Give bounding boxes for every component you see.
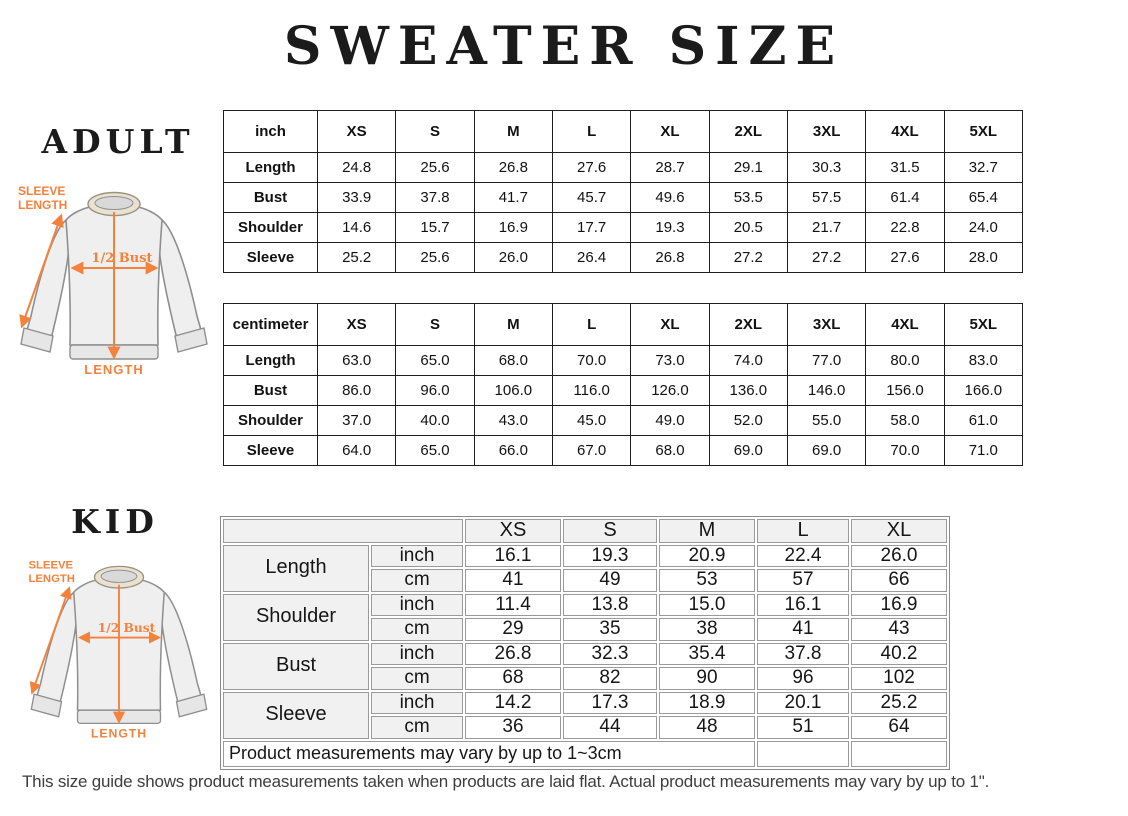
value-cell: 36 xyxy=(465,716,561,739)
value-cell: 37.8 xyxy=(396,183,474,213)
size-header-cell: 3XL xyxy=(787,304,865,346)
kid-section-heading: KID xyxy=(71,502,159,541)
value-cell: 19.3 xyxy=(631,213,709,243)
value-cell: 24.0 xyxy=(944,213,1022,243)
value-cell: 26.0 xyxy=(851,545,947,568)
corner-header-cell xyxy=(223,519,463,543)
kid-table-footnote: Product measurements may vary by up to 1~3cm xyxy=(223,741,755,767)
value-cell: 37.8 xyxy=(757,643,849,666)
size-header-cell: 3XL xyxy=(787,111,865,153)
value-cell: 53.5 xyxy=(709,183,787,213)
table-row xyxy=(224,436,1023,466)
adult-centimeter-table xyxy=(223,303,1023,466)
value-cell: 35 xyxy=(563,618,657,641)
value-cell: 22.8 xyxy=(866,213,944,243)
size-header-cell: XS xyxy=(318,304,396,346)
size-header-cell: 4XL xyxy=(866,304,944,346)
length-label: LENGTH xyxy=(90,726,148,741)
size-header-cell: S xyxy=(563,519,657,543)
table-row xyxy=(224,153,1023,183)
value-cell: 64 xyxy=(851,716,947,739)
adult-section-heading: ADULT xyxy=(41,122,195,161)
sweater-collar-inner xyxy=(101,570,137,582)
size-header-cell: M xyxy=(474,304,552,346)
value-cell: 74.0 xyxy=(709,346,787,376)
value-cell: 90 xyxy=(659,667,755,690)
value-cell: 35.4 xyxy=(659,643,755,666)
unit-label-cell: cm xyxy=(371,716,463,739)
value-cell: 19.3 xyxy=(563,545,657,568)
size-header-cell: XL xyxy=(631,304,709,346)
size-header-cell: XL xyxy=(851,519,947,543)
value-cell: 28.0 xyxy=(944,243,1022,273)
value-cell: 22.4 xyxy=(757,545,849,568)
measurement-label-cell: Length xyxy=(224,153,318,183)
value-cell: 40.0 xyxy=(396,406,474,436)
value-cell: 20.5 xyxy=(709,213,787,243)
value-cell: 65.4 xyxy=(944,183,1022,213)
value-cell: 25.2 xyxy=(318,243,396,273)
sweater-right-sleeve xyxy=(159,220,201,337)
value-cell: 66.0 xyxy=(474,436,552,466)
kid-sweater-diagram xyxy=(20,548,218,746)
value-cell: 25.6 xyxy=(396,153,474,183)
value-cell: 146.0 xyxy=(787,376,865,406)
half-bust-label: 1/2 Bust xyxy=(91,251,153,266)
footer-disclaimer: This size guide shows product measurements taken when products are laid flat. Actual product measurements may vary by up to 1". xyxy=(22,772,990,791)
sweater-left-sleeve xyxy=(27,220,69,337)
value-cell: 67.0 xyxy=(552,436,630,466)
value-cell: 30.3 xyxy=(787,153,865,183)
measurement-label-cell: Sleeve xyxy=(224,436,318,466)
half-bust-label: 1/2 Bust xyxy=(97,619,156,635)
table-row xyxy=(223,594,947,617)
table-row xyxy=(224,183,1023,213)
value-cell: 61.4 xyxy=(866,183,944,213)
value-cell: 48 xyxy=(659,716,755,739)
table-row xyxy=(224,243,1023,273)
table-row xyxy=(224,406,1023,436)
value-cell: 71.0 xyxy=(944,436,1022,466)
size-header-cell: XS xyxy=(318,111,396,153)
value-cell: 33.9 xyxy=(318,183,396,213)
value-cell: 20.1 xyxy=(757,692,849,715)
unit-label-cell: inch xyxy=(371,692,463,715)
value-cell: 68.0 xyxy=(631,436,709,466)
value-cell: 61.0 xyxy=(944,406,1022,436)
value-cell: 53 xyxy=(659,569,755,592)
measurement-label-cell: Length xyxy=(223,545,369,592)
sleeve-length-label-line1: SLEEVE xyxy=(28,559,74,572)
size-header-cell: M xyxy=(659,519,755,543)
sleeve-length-label-line2: LENGTH xyxy=(18,198,68,212)
value-cell: 49 xyxy=(563,569,657,592)
value-cell: 45.7 xyxy=(552,183,630,213)
value-cell: 16.9 xyxy=(851,594,947,617)
size-header-cell: 2XL xyxy=(709,304,787,346)
table-row xyxy=(224,376,1023,406)
value-cell: 65.0 xyxy=(396,436,474,466)
adult-inch-table xyxy=(223,110,1023,273)
value-cell: 26.8 xyxy=(465,643,561,666)
value-cell: 70.0 xyxy=(552,346,630,376)
size-header-cell: M xyxy=(474,111,552,153)
value-cell: 17.3 xyxy=(563,692,657,715)
empty-cell xyxy=(757,741,849,767)
value-cell: 37.0 xyxy=(318,406,396,436)
value-cell: 25.6 xyxy=(396,243,474,273)
value-cell: 52.0 xyxy=(709,406,787,436)
value-cell: 26.8 xyxy=(631,243,709,273)
value-cell: 63.0 xyxy=(318,346,396,376)
value-cell: 18.9 xyxy=(659,692,755,715)
length-label: LENGTH xyxy=(84,362,144,377)
table-row xyxy=(223,643,947,666)
value-cell: 102 xyxy=(851,667,947,690)
size-header-cell: 2XL xyxy=(709,111,787,153)
value-cell: 96.0 xyxy=(396,376,474,406)
value-cell: 41.7 xyxy=(474,183,552,213)
size-header-cell: 5XL xyxy=(944,111,1022,153)
value-cell: 28.7 xyxy=(631,153,709,183)
value-cell: 27.2 xyxy=(709,243,787,273)
value-cell: 14.6 xyxy=(318,213,396,243)
sleeve-length-label-line2: LENGTH xyxy=(28,572,75,585)
value-cell: 32.7 xyxy=(944,153,1022,183)
value-cell: 15.7 xyxy=(396,213,474,243)
value-cell: 26.8 xyxy=(474,153,552,183)
size-header-cell: L xyxy=(757,519,849,543)
value-cell: 13.8 xyxy=(563,594,657,617)
size-header-cell: 4XL xyxy=(866,111,944,153)
value-cell: 26.4 xyxy=(552,243,630,273)
size-header-cell: L xyxy=(552,111,630,153)
value-cell: 15.0 xyxy=(659,594,755,617)
value-cell: 83.0 xyxy=(944,346,1022,376)
value-cell: 17.7 xyxy=(552,213,630,243)
sweater-left-sleeve xyxy=(37,592,77,702)
table-row xyxy=(224,346,1023,376)
value-cell: 73.0 xyxy=(631,346,709,376)
value-cell: 64.0 xyxy=(318,436,396,466)
value-cell: 116.0 xyxy=(552,376,630,406)
value-cell: 31.5 xyxy=(866,153,944,183)
value-cell: 40.2 xyxy=(851,643,947,666)
value-cell: 21.7 xyxy=(787,213,865,243)
value-cell: 136.0 xyxy=(709,376,787,406)
value-cell: 27.6 xyxy=(552,153,630,183)
value-cell: 80.0 xyxy=(866,346,944,376)
kid-size-table xyxy=(220,516,950,770)
value-cell: 32.3 xyxy=(563,643,657,666)
value-cell: 57 xyxy=(757,569,849,592)
sleeve-length-label-line1: SLEEVE xyxy=(18,184,66,198)
measurement-label-cell: Shoulder xyxy=(224,213,318,243)
value-cell: 58.0 xyxy=(866,406,944,436)
value-cell: 69.0 xyxy=(787,436,865,466)
unit-label-cell: inch xyxy=(371,545,463,568)
size-header-cell: 5XL xyxy=(944,304,1022,346)
unit-header-cell: inch xyxy=(224,111,318,153)
table-row xyxy=(223,741,947,767)
value-cell: 55.0 xyxy=(787,406,865,436)
value-cell: 66 xyxy=(851,569,947,592)
table-row xyxy=(223,519,947,543)
value-cell: 126.0 xyxy=(631,376,709,406)
value-cell: 11.4 xyxy=(465,594,561,617)
value-cell: 43 xyxy=(851,618,947,641)
measurement-label-cell: Shoulder xyxy=(224,406,318,436)
unit-label-cell: inch xyxy=(371,594,463,617)
value-cell: 29 xyxy=(465,618,561,641)
value-cell: 24.8 xyxy=(318,153,396,183)
measurement-label-cell: Bust xyxy=(224,376,318,406)
size-header-cell: L xyxy=(552,304,630,346)
size-header-cell: XS xyxy=(465,519,561,543)
value-cell: 41 xyxy=(465,569,561,592)
page-title: SWEATER SIZE xyxy=(283,16,845,77)
value-cell: 45.0 xyxy=(552,406,630,436)
value-cell: 106.0 xyxy=(474,376,552,406)
value-cell: 166.0 xyxy=(944,376,1022,406)
value-cell: 77.0 xyxy=(787,346,865,376)
measurement-label-cell: Sleeve xyxy=(224,243,318,273)
measurement-label-cell: Bust xyxy=(224,183,318,213)
value-cell: 26.0 xyxy=(474,243,552,273)
value-cell: 29.1 xyxy=(709,153,787,183)
value-cell: 96 xyxy=(757,667,849,690)
empty-cell xyxy=(851,741,947,767)
value-cell: 70.0 xyxy=(866,436,944,466)
adult-sweater-diagram xyxy=(8,178,220,378)
value-cell: 68 xyxy=(465,667,561,690)
value-cell: 51 xyxy=(757,716,849,739)
value-cell: 25.2 xyxy=(851,692,947,715)
size-header-cell: S xyxy=(396,111,474,153)
sweater-right-sleeve xyxy=(161,592,201,702)
value-cell: 16.1 xyxy=(757,594,849,617)
size-header-cell: XL xyxy=(631,111,709,153)
value-cell: 16.1 xyxy=(465,545,561,568)
value-cell: 49.6 xyxy=(631,183,709,213)
value-cell: 43.0 xyxy=(474,406,552,436)
value-cell: 44 xyxy=(563,716,657,739)
value-cell: 82 xyxy=(563,667,657,690)
value-cell: 57.5 xyxy=(787,183,865,213)
value-cell: 86.0 xyxy=(318,376,396,406)
sweater-collar-inner xyxy=(95,197,133,210)
unit-label-cell: cm xyxy=(371,667,463,690)
value-cell: 16.9 xyxy=(474,213,552,243)
value-cell: 27.2 xyxy=(787,243,865,273)
value-cell: 156.0 xyxy=(866,376,944,406)
table-row xyxy=(223,692,947,715)
value-cell: 65.0 xyxy=(396,346,474,376)
value-cell: 41 xyxy=(757,618,849,641)
measurement-label-cell: Shoulder xyxy=(223,594,369,641)
value-cell: 14.2 xyxy=(465,692,561,715)
unit-label-cell: inch xyxy=(371,643,463,666)
unit-header-cell: centimeter xyxy=(224,304,318,346)
size-header-cell: S xyxy=(396,304,474,346)
value-cell: 38 xyxy=(659,618,755,641)
value-cell: 49.0 xyxy=(631,406,709,436)
unit-label-cell: cm xyxy=(371,569,463,592)
table-row xyxy=(224,213,1023,243)
measurement-label-cell: Length xyxy=(224,346,318,376)
table-row xyxy=(223,545,947,568)
unit-label-cell: cm xyxy=(371,618,463,641)
value-cell: 27.6 xyxy=(866,243,944,273)
measurement-label-cell: Sleeve xyxy=(223,692,369,739)
value-cell: 68.0 xyxy=(474,346,552,376)
measurement-label-cell: Bust xyxy=(223,643,369,690)
value-cell: 69.0 xyxy=(709,436,787,466)
value-cell: 20.9 xyxy=(659,545,755,568)
